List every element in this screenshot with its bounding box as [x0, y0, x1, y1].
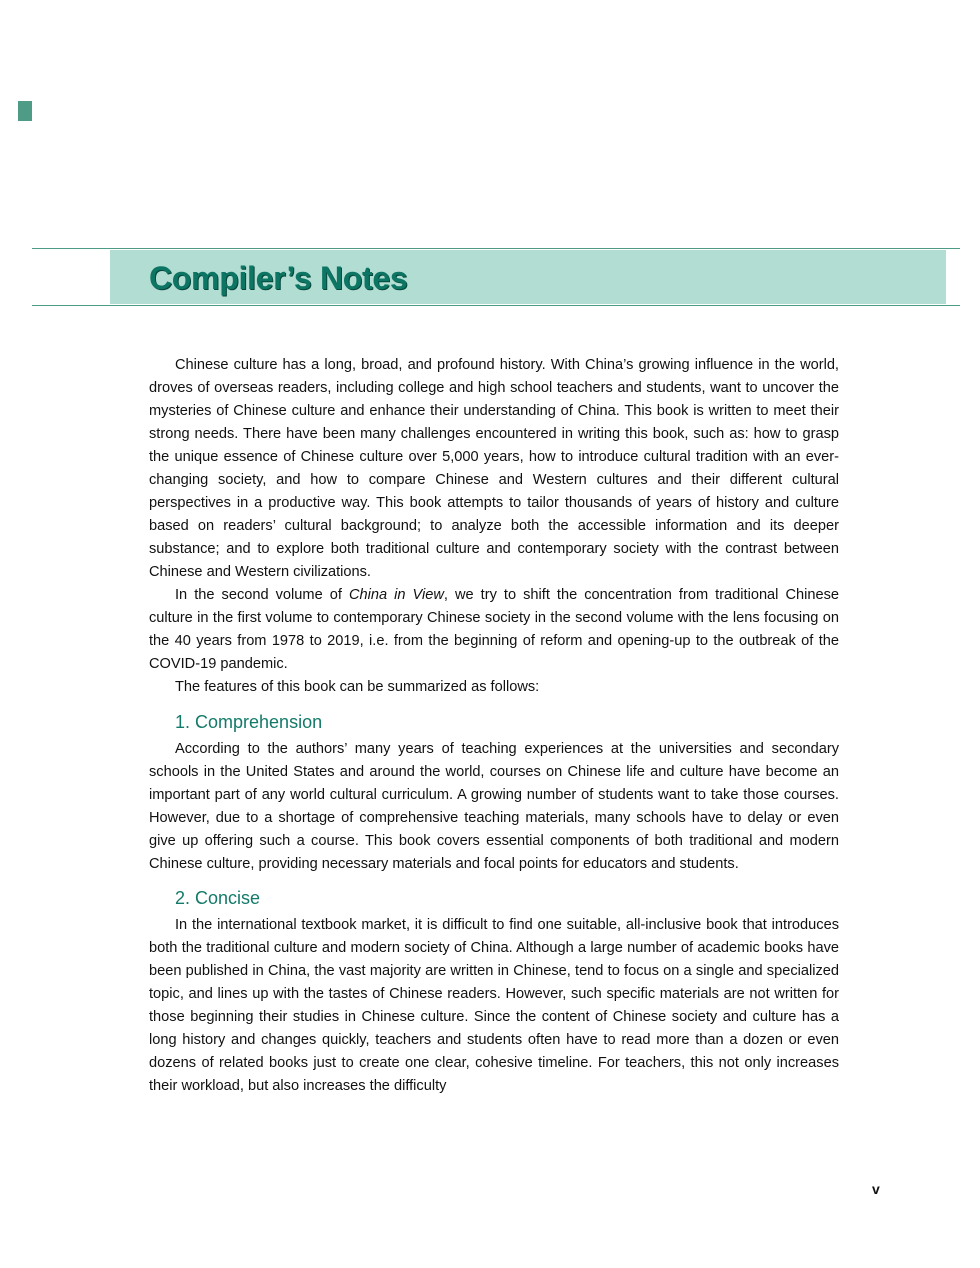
- page-title: Compiler’s Notes: [149, 260, 408, 296]
- section-heading-concise: 2. Concise: [175, 888, 261, 908]
- paragraph-text: , we try to shift the concentration from traditional Chinese culture in the first volume to contemporary Chinese society in the second volume with the lens focusing on the 40 years from 1978 to 2019, i.e. from the beginning of reform and opening-up to the outbreak of the COVID-19 pandemic.: [149, 587, 839, 672]
- header-rule-bottom: [32, 305, 960, 306]
- header-rule-top: [32, 248, 960, 249]
- intro-paragraph-2: [149, 584, 839, 676]
- section-heading-comprehension: 1. Comprehension: [175, 712, 323, 732]
- paragraph-text: In the second volume of: [175, 587, 349, 603]
- section-paragraph-comprehension: According to the authors’ many years of teaching experiences at the universities and secondary schools in the United States and around the world, courses on Chinese life and culture have become an important part of any world cultural curriculum. A growing number of students want to take those courses. However, due to a shortage of comprehensive teaching materials, many schools have to delay or even give up offering such a course. This book covers essential components of both traditional and modern Chinese culture, providing necessary materials and focal points for educators and students.: [149, 741, 839, 872]
- section-paragraph-concise: In the international textbook market, it is difficult to find one suitable, all-inclusive book that introduces both the traditional culture and modern society of China. Although a large number of academic books have been published in China, the vast majority are written in Chinese, tend to focus on a single and specialized topic, and lines up with the tastes of Chinese readers. However, such specific materials are not written for those beginning their studies in Chinese culture. Since the content of Chinese society and culture has a long history and changes quickly, teachers and students often have to read more than a dozen or even dozens of related books just to create one clear, cohesive timeline. For teachers, this not only increases their workload, but also increases the difficulty: [149, 917, 839, 1094]
- corner-marker: [18, 101, 32, 121]
- body-text: [149, 354, 839, 1098]
- page-number: v: [872, 1181, 880, 1197]
- intro-paragraph-3: The features of this book can be summarized as follows:: [175, 679, 540, 695]
- book-title: China in View: [348, 587, 444, 603]
- intro-paragraph-1: Chinese culture has a long, broad, and profound history. With China’s growing influence in the world, droves of overseas readers, including college and high school teachers and students, want to uncover the mysteries of Chinese culture and enhance their understanding of China. This book is written to meet their strong needs. There have been many challenges encountered in writing this book, such as: how to grasp the unique essence of Chinese culture over 5,000 years, how to introduce cultural tradition with an ever-changing society, and how to compare Chinese and Western cultures and their different cultural perspectives in a productive way. This book attempts to tailor thousands of years of history and culture based on readers’ cultural background; to analyze both the accessible information and its deeper substance; and to explore both traditional culture and contemporary society with the contrast between Chinese and Western civilizations.: [149, 357, 839, 580]
